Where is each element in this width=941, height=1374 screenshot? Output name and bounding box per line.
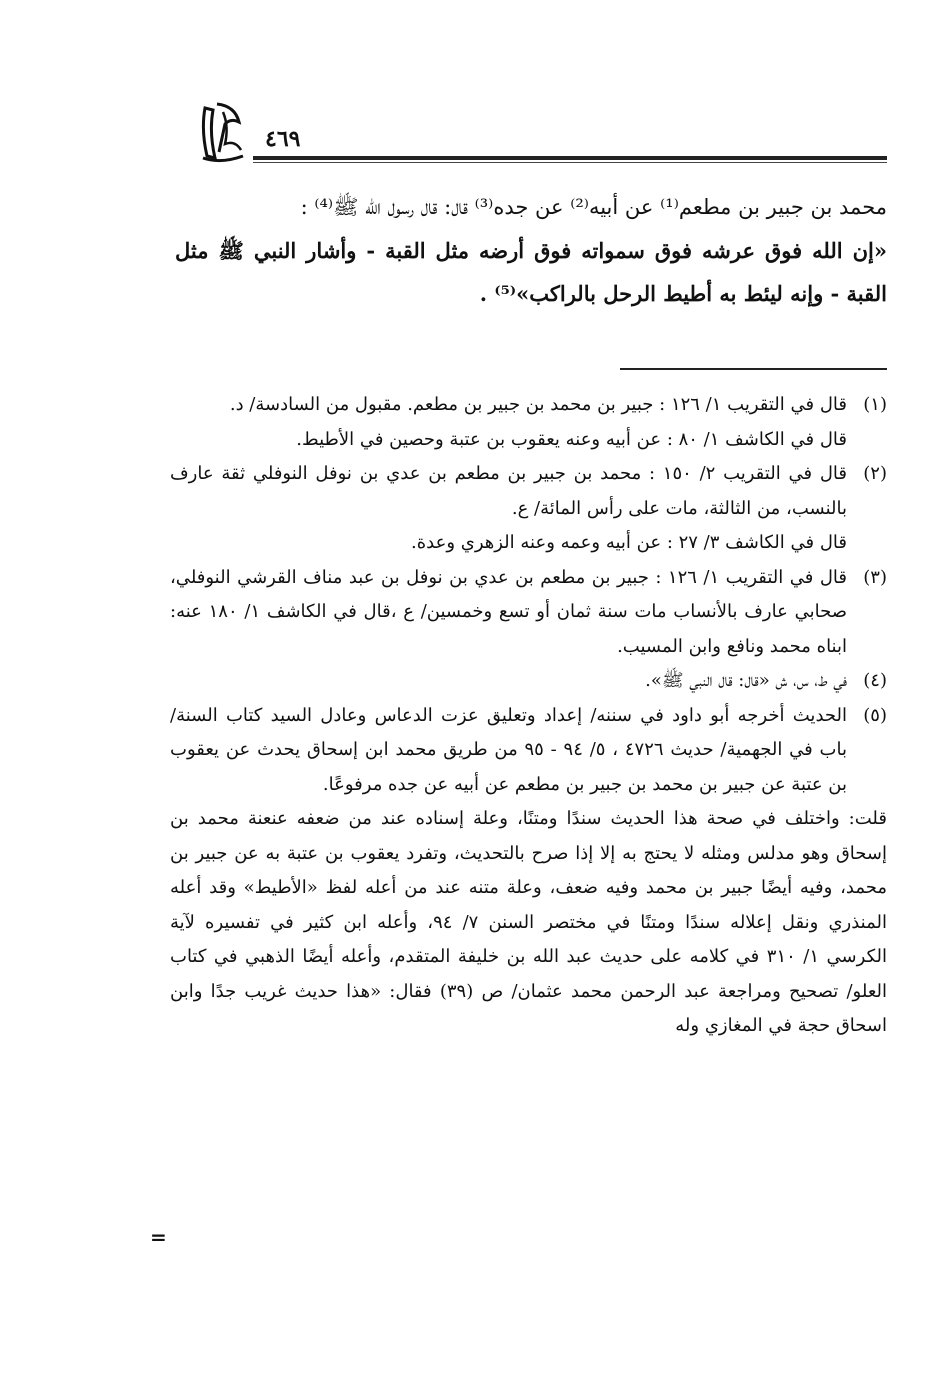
footnote-text: قلت: واختلف في صحة هذا الحديث سندًا ومتنًا، وعلة إسناده عند من ضعفه عنعنة محمد بن إسحاق وهو مدلس ومثله لا يحتج به إلا إذا صرح بالتحديث، وتفرد يعقوب بن عتبة به عن جبير بن محمد، وفيه أيضًا جبير بن محمد وفيه ضعف، وعلة متنه عند من أعله لفظ «الأطيط» وقد أعله المنذري ونقل إعلاله سندًا ومتنًا في مختصر السنن ٧/ ٩٤، وأعله ابن كثير في تفسيره لآية الكرسي ١/ ٣١٠ في كلامه على حديث عبد الله بن خليفة المتقدم، وأعله أيضًا الذهبي في كتاب العلو/ تصحيح ومراجعة عبد الرحمن محمد عثمان/ ص (٣٩) فقال: «هذا حديث غريب جدًا وابن اسحاق حجة في المغازي وله — [170, 808, 888, 1036]
quill-scroll-icon — [195, 100, 247, 164]
footnote-text: قال في التقريب ٢/ ١٥٠ : محمد بن جبير بن مطعم بن عدي بن نوفل النوفلي ثقة عارف بالنسب، من الثالثة، مات على رأس المائة/ ع. — [170, 463, 847, 519]
footnote-1 — [170, 388, 887, 457]
footnote-5 — [170, 699, 887, 803]
footnote-mark: (١) — [863, 394, 887, 415]
footnote-2 — [170, 457, 887, 561]
footnotes — [170, 388, 887, 1044]
hadith-chain: محمد بن جبير بن مطعم⁽¹⁾ عن أبيه⁽²⁾ عن جده⁽³⁾ قال: قال رسول الله ﷺ⁽⁴⁾ : — [300, 195, 887, 219]
page-header — [175, 100, 887, 170]
footnote-5-commentary — [170, 802, 887, 1044]
hadith-text: «إن الله فوق عرشه فوق سمواته فوق أرضه مثل القبة - وأشار النبي ﷺ مثل القبة - وإنه ليئط به أطيط الرحل بالراكب»⁽⁵⁾ . — [175, 238, 887, 306]
main-text — [175, 186, 887, 315]
footnote-mark: (٣) — [863, 566, 887, 588]
footnote-mark: (٥) — [863, 704, 887, 726]
footnote-text: قال في الكاشف ٣/ ٢٧ : عن أبيه وعمه وعنه الزهري وعدة. — [410, 532, 847, 553]
footnote-text: قال في الكاشف ١/ ٨٠ : عن أبيه وعنه يعقوب بن عتبة وحصين في الأطيط. — [296, 428, 847, 450]
footnote-mark: (٤) — [863, 670, 887, 691]
footnote-text: في ط، س، ش «قال: قال النبي ﷺ». — [645, 670, 847, 691]
continuation-mark: = — [150, 1225, 167, 1249]
footnote-text: قال في التقريب ١/ ١٢٦ : جبير بن مطعم بن عدي بن نوفل بن عبد مناف القرشي النوفلي، صحابي عارف بالأنساب مات سنة ثمان أو تسع وخمسين/ ع ،قال في الكاشف ١/ ١٨٠ عنه: ابناه محمد ونافع وابن المسيب. — [170, 566, 847, 657]
page-number: ٤٦٩ — [265, 126, 301, 152]
header-rule-thin — [253, 162, 887, 163]
footnote-4 — [170, 664, 887, 699]
footnote-mark: (٢) — [863, 463, 887, 484]
footnote-text: قال في التقريب ١/ ١٢٦ : جبير بن محمد بن جبير بن مطعم. مقبول من السادسة/ د. — [229, 394, 847, 415]
footnote-3 — [170, 561, 887, 665]
header-rule — [253, 156, 887, 160]
footnote-text: الحديث أخرجه أبو داود في سننه/ إعداد وتعليق عزت الدعاس وعادل السيد كتاب السنة/ باب في الجهمية/ حديث ٤٧٢٦ ، ٥/ ٩٤ - ٩٥ من طريق محمد ابن إسحاق يحدث عن يعقوب بن عتبة عن جبير بن محمد بن جبير بن مطعم عن أبيه عن جده مرفوعًا. — [170, 704, 847, 795]
footnote-separator — [620, 368, 887, 370]
